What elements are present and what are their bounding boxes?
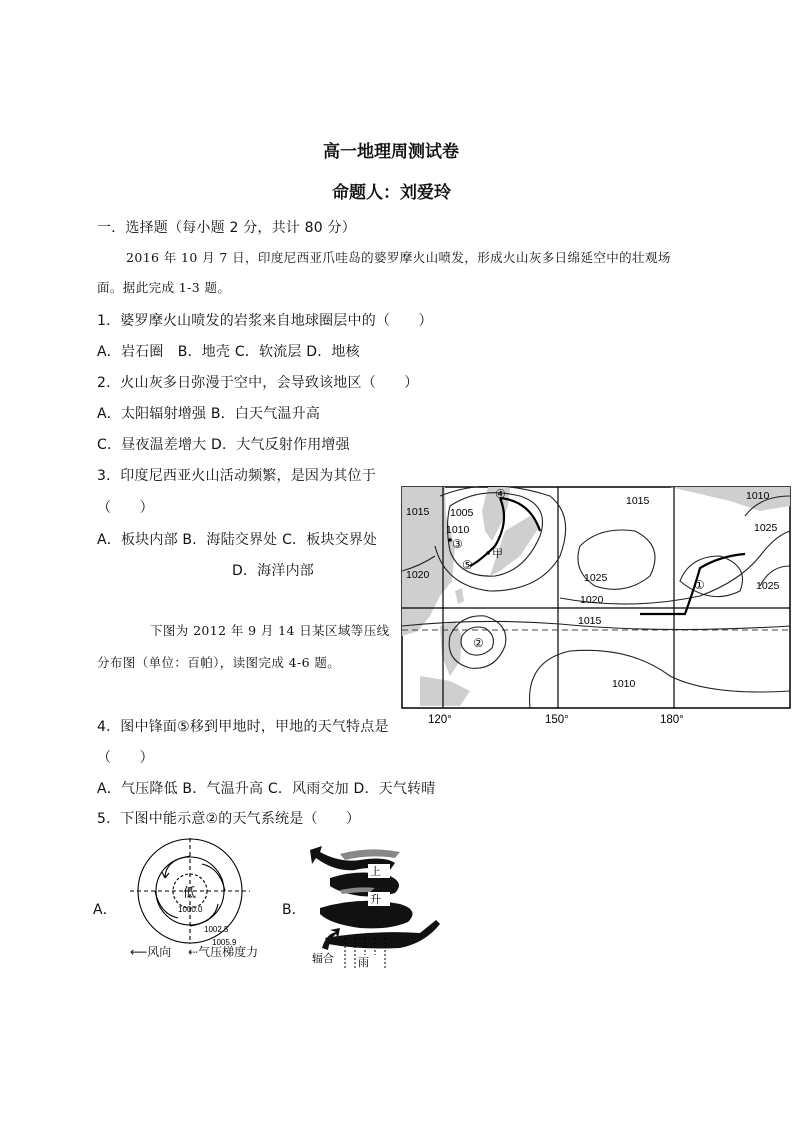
- isobar-label: 1010: [746, 490, 770, 502]
- figure-a-label: A．: [93, 902, 117, 918]
- question-3-options-1: A．板块内部 B．海陆交界处 C．板块交界处: [97, 532, 378, 548]
- isobar-label: 1015: [578, 615, 602, 627]
- legend-wind: [130, 943, 171, 960]
- question-3-options-2: D．海洋内部: [232, 563, 314, 579]
- isobar-label: 1025: [754, 522, 778, 534]
- isobar-label: 1020: [406, 569, 430, 581]
- question-4-paren: （ ）: [97, 750, 154, 766]
- question-2-options-1: A．太阳辐射增强 B．白天气温升高: [97, 406, 321, 422]
- isobar-label: 1005: [450, 507, 474, 519]
- rise-label-top: 上: [370, 866, 381, 878]
- arrow-left-dashed-icon: ⇠: [188, 945, 199, 959]
- isobar-label: 1020: [580, 594, 604, 606]
- isobar-label: 1010: [446, 524, 470, 536]
- intro-2-line-1: 下图为 2012 年 9 月 14 日某区域等压线: [150, 623, 390, 638]
- intro-2-line-2: 分布图（单位：百帕），读图完成 4-6 题。: [97, 655, 341, 670]
- legend-wind-label: 风向: [147, 945, 172, 959]
- section-heading: 一．选择题（每小题 2 分，共计 80 分）: [97, 220, 356, 236]
- question-2: 2．火山灰多日弥漫于空中，会导致该地区（ ）: [97, 375, 419, 391]
- question-4: 4．图中锋面⑤移到甲地时，甲地的天气特点是: [97, 719, 389, 735]
- intro-1-line-1: 2016 年 10 月 7 日，印度尼西亚爪哇岛的婆罗摩火山喷发，形成火山灰多日绵延空中的壮观场: [126, 250, 671, 265]
- legend-pressure: [188, 943, 258, 960]
- isobar-label: 1015: [626, 495, 650, 507]
- cyclone-spiral-diagram: [300, 838, 448, 976]
- marker-4: ④: [495, 487, 506, 501]
- isobar-1002: 1002.5: [204, 925, 229, 934]
- place-jia: 甲: [492, 548, 503, 560]
- marker-1: ①: [694, 578, 705, 592]
- figure-b-label: B．: [282, 902, 307, 918]
- isobar-label: 1015: [406, 506, 430, 518]
- longitude-label: 150°: [545, 714, 569, 726]
- question-3: 3．印度尼西亚火山活动频繁，是因为其位于: [97, 468, 376, 484]
- marker-5: ⑤: [462, 558, 473, 572]
- isobar-label: 1025: [584, 572, 608, 584]
- isobar-map: [400, 486, 792, 726]
- question-4-options: A．气压降低 B．气温升高 C．风雨交加 D．天气转晴: [97, 781, 436, 797]
- isobar-1000: 1000.0: [178, 905, 203, 914]
- longitude-label: 120°: [428, 714, 452, 726]
- intro-1-line-2: 面。据此完成 1-3 题。: [97, 280, 231, 295]
- isobar-label: 1010: [612, 678, 636, 690]
- question-2-options-2: C．昼夜温差增大 D．大气反射作用增强: [97, 437, 350, 453]
- question-5: 5．下图中能示意②的天气系统是（ ）: [97, 811, 361, 827]
- question-1-options: A．岩石圈 B．地壳 C．软流层 D．地核: [97, 344, 360, 360]
- low-center-label: 低: [183, 885, 197, 900]
- rain-label: 雨: [358, 957, 369, 969]
- isobar-1005: 1005.9: [212, 938, 237, 947]
- question-3-paren: （ ）: [97, 500, 154, 516]
- question-1: 1．婆罗摩火山喷发的岩浆来自地球圈层中的（ ）: [97, 313, 433, 329]
- page-title: 高一地理周测试卷: [323, 142, 459, 162]
- convergence-label: 辐合: [312, 953, 334, 965]
- marker-2: ②: [473, 636, 484, 650]
- rise-label-mid: 升: [370, 894, 381, 906]
- isobar-label: 1025: [756, 580, 780, 592]
- arrow-left-icon: ⟵: [130, 945, 148, 959]
- marker-3: ③: [452, 537, 463, 551]
- longitude-label: 180°: [660, 714, 684, 726]
- author-line: 命题人：刘爱玲: [332, 183, 451, 203]
- legend-pressure-label: 气压梯度力: [198, 945, 259, 959]
